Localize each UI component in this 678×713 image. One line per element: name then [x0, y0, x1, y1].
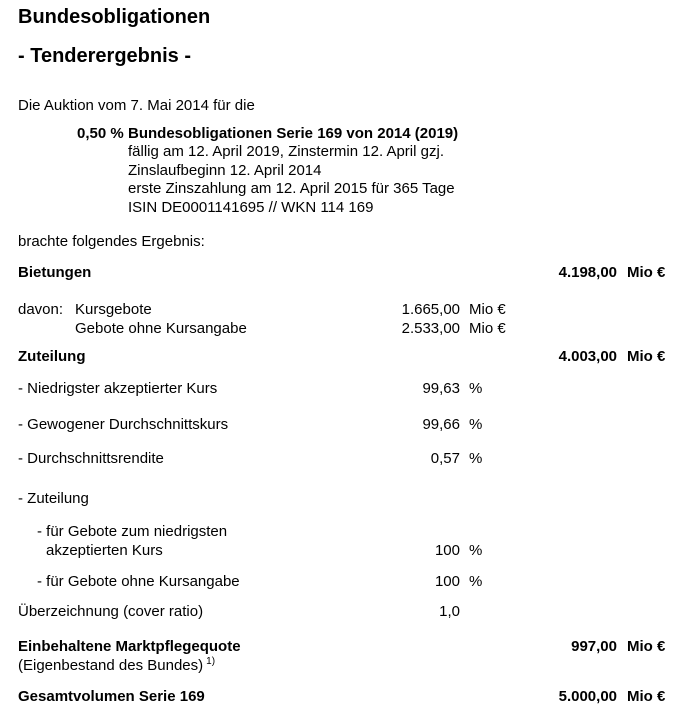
row-bietungen	[18, 264, 666, 283]
bond-maturity-line: fällig am 12. April 2019, Zinstermin 12. April gzj.	[128, 143, 444, 160]
row-durchschnittsrendite	[18, 450, 660, 469]
row-value: 1.665,00	[401, 301, 460, 318]
document-subtitle: - Tenderergebnis -	[18, 45, 191, 67]
row-value: 99,63	[422, 380, 460, 397]
document-title: Bundesobligationen	[18, 6, 211, 28]
row-total-unit: Mio €	[627, 348, 666, 365]
row-unit: Mio €	[469, 301, 506, 318]
row-label-line2: (Eigenbestand des Bundes) $^{1)}$	[18, 655, 216, 674]
result-intro-text: brachte folgendes Ergebnis:	[18, 233, 205, 250]
davon-prefix: davon:	[18, 301, 64, 318]
row-total-value: 4.003,00	[558, 348, 617, 365]
row-total-unit: Mio €	[627, 264, 666, 281]
row-label: Einbehaltene Marktpflegequote	[18, 638, 241, 655]
row-value: 0,57	[430, 450, 460, 467]
row-unit: %	[469, 573, 483, 590]
row-total-unit: Mio €	[627, 688, 666, 705]
bond-name: Bundesobligationen Serie 169 von 2014 (2019)	[128, 124, 459, 142]
row-unit: %	[469, 450, 483, 467]
row-durchschnittskurs	[18, 416, 660, 435]
bond-isin-wkn-line: ISIN DE0001141695 // WKN 114 169	[128, 198, 374, 216]
row-ueberzeichnung	[18, 603, 660, 622]
row-label: - für Gebote ohne Kursangabe	[37, 573, 240, 590]
row-unit: Mio €	[469, 319, 506, 337]
row-total-unit: Mio €	[627, 638, 666, 655]
row-value: 100	[434, 541, 460, 559]
row-zuteilung-detail	[18, 490, 660, 509]
row-label: Überzeichnung (cover ratio)	[18, 603, 204, 620]
bond-interest-start-line: Zinslaufbeginn 12. April 2014	[128, 161, 322, 179]
bond-first-payment-line: erste Zinszahlung am 12. April 2015 für 365 Tage	[128, 180, 455, 197]
row-label-line1: - für Gebote zum niedrigsten	[37, 523, 228, 540]
bond-coupon-rate: 0,50 %	[77, 124, 124, 142]
row-unit: %	[469, 416, 483, 433]
row-total-value: 5.000,00	[558, 688, 617, 705]
row-label: - Gewogener Durchschnittskurs	[18, 416, 229, 433]
row-niedrigster-kurs	[18, 380, 660, 399]
row-zuteilung	[18, 348, 666, 367]
row-label: - Zuteilung	[18, 490, 89, 507]
bond-description-block	[77, 125, 660, 218]
row-gesamtvolumen	[18, 688, 666, 707]
row-label: Kursgebote	[75, 301, 152, 318]
row-unit: %	[469, 380, 483, 397]
row-label: Bietungen	[18, 264, 92, 281]
tender-result-document	[0, 6, 678, 713]
row-gebote-niedrigster-kurs	[18, 523, 660, 560]
row-value: 1,0	[439, 603, 460, 620]
row-marktpflegequote	[18, 638, 666, 675]
row-label-line2: akzeptierten Kurs	[46, 541, 163, 559]
row-gebote-ohne-kursangabe-quote	[18, 573, 660, 592]
row-davon-kursgebote	[18, 301, 660, 320]
row-total-value: 4.198,00	[558, 264, 617, 281]
row-value: 99,66	[422, 416, 460, 433]
row-total-value: 997,00	[571, 638, 617, 655]
row-label: Gebote ohne Kursangabe	[75, 319, 247, 337]
row-label: - Niedrigster akzeptierter Kurs	[18, 380, 218, 397]
row-unit: %	[469, 541, 483, 559]
row-value: 100	[434, 573, 460, 590]
footnote-marker: 1)	[206, 655, 216, 667]
row-value: 2.533,00	[401, 319, 460, 337]
row-label: Gesamtvolumen Serie 169	[18, 688, 205, 705]
row-label: - Durchschnittsrendite	[18, 450, 164, 467]
auction-intro-text: Die Auktion vom 7. Mai 2014 für die	[18, 97, 255, 114]
row-gebote-ohne-kursangabe	[18, 320, 660, 339]
bond-details	[128, 125, 458, 218]
row-label: Zuteilung	[18, 348, 86, 365]
